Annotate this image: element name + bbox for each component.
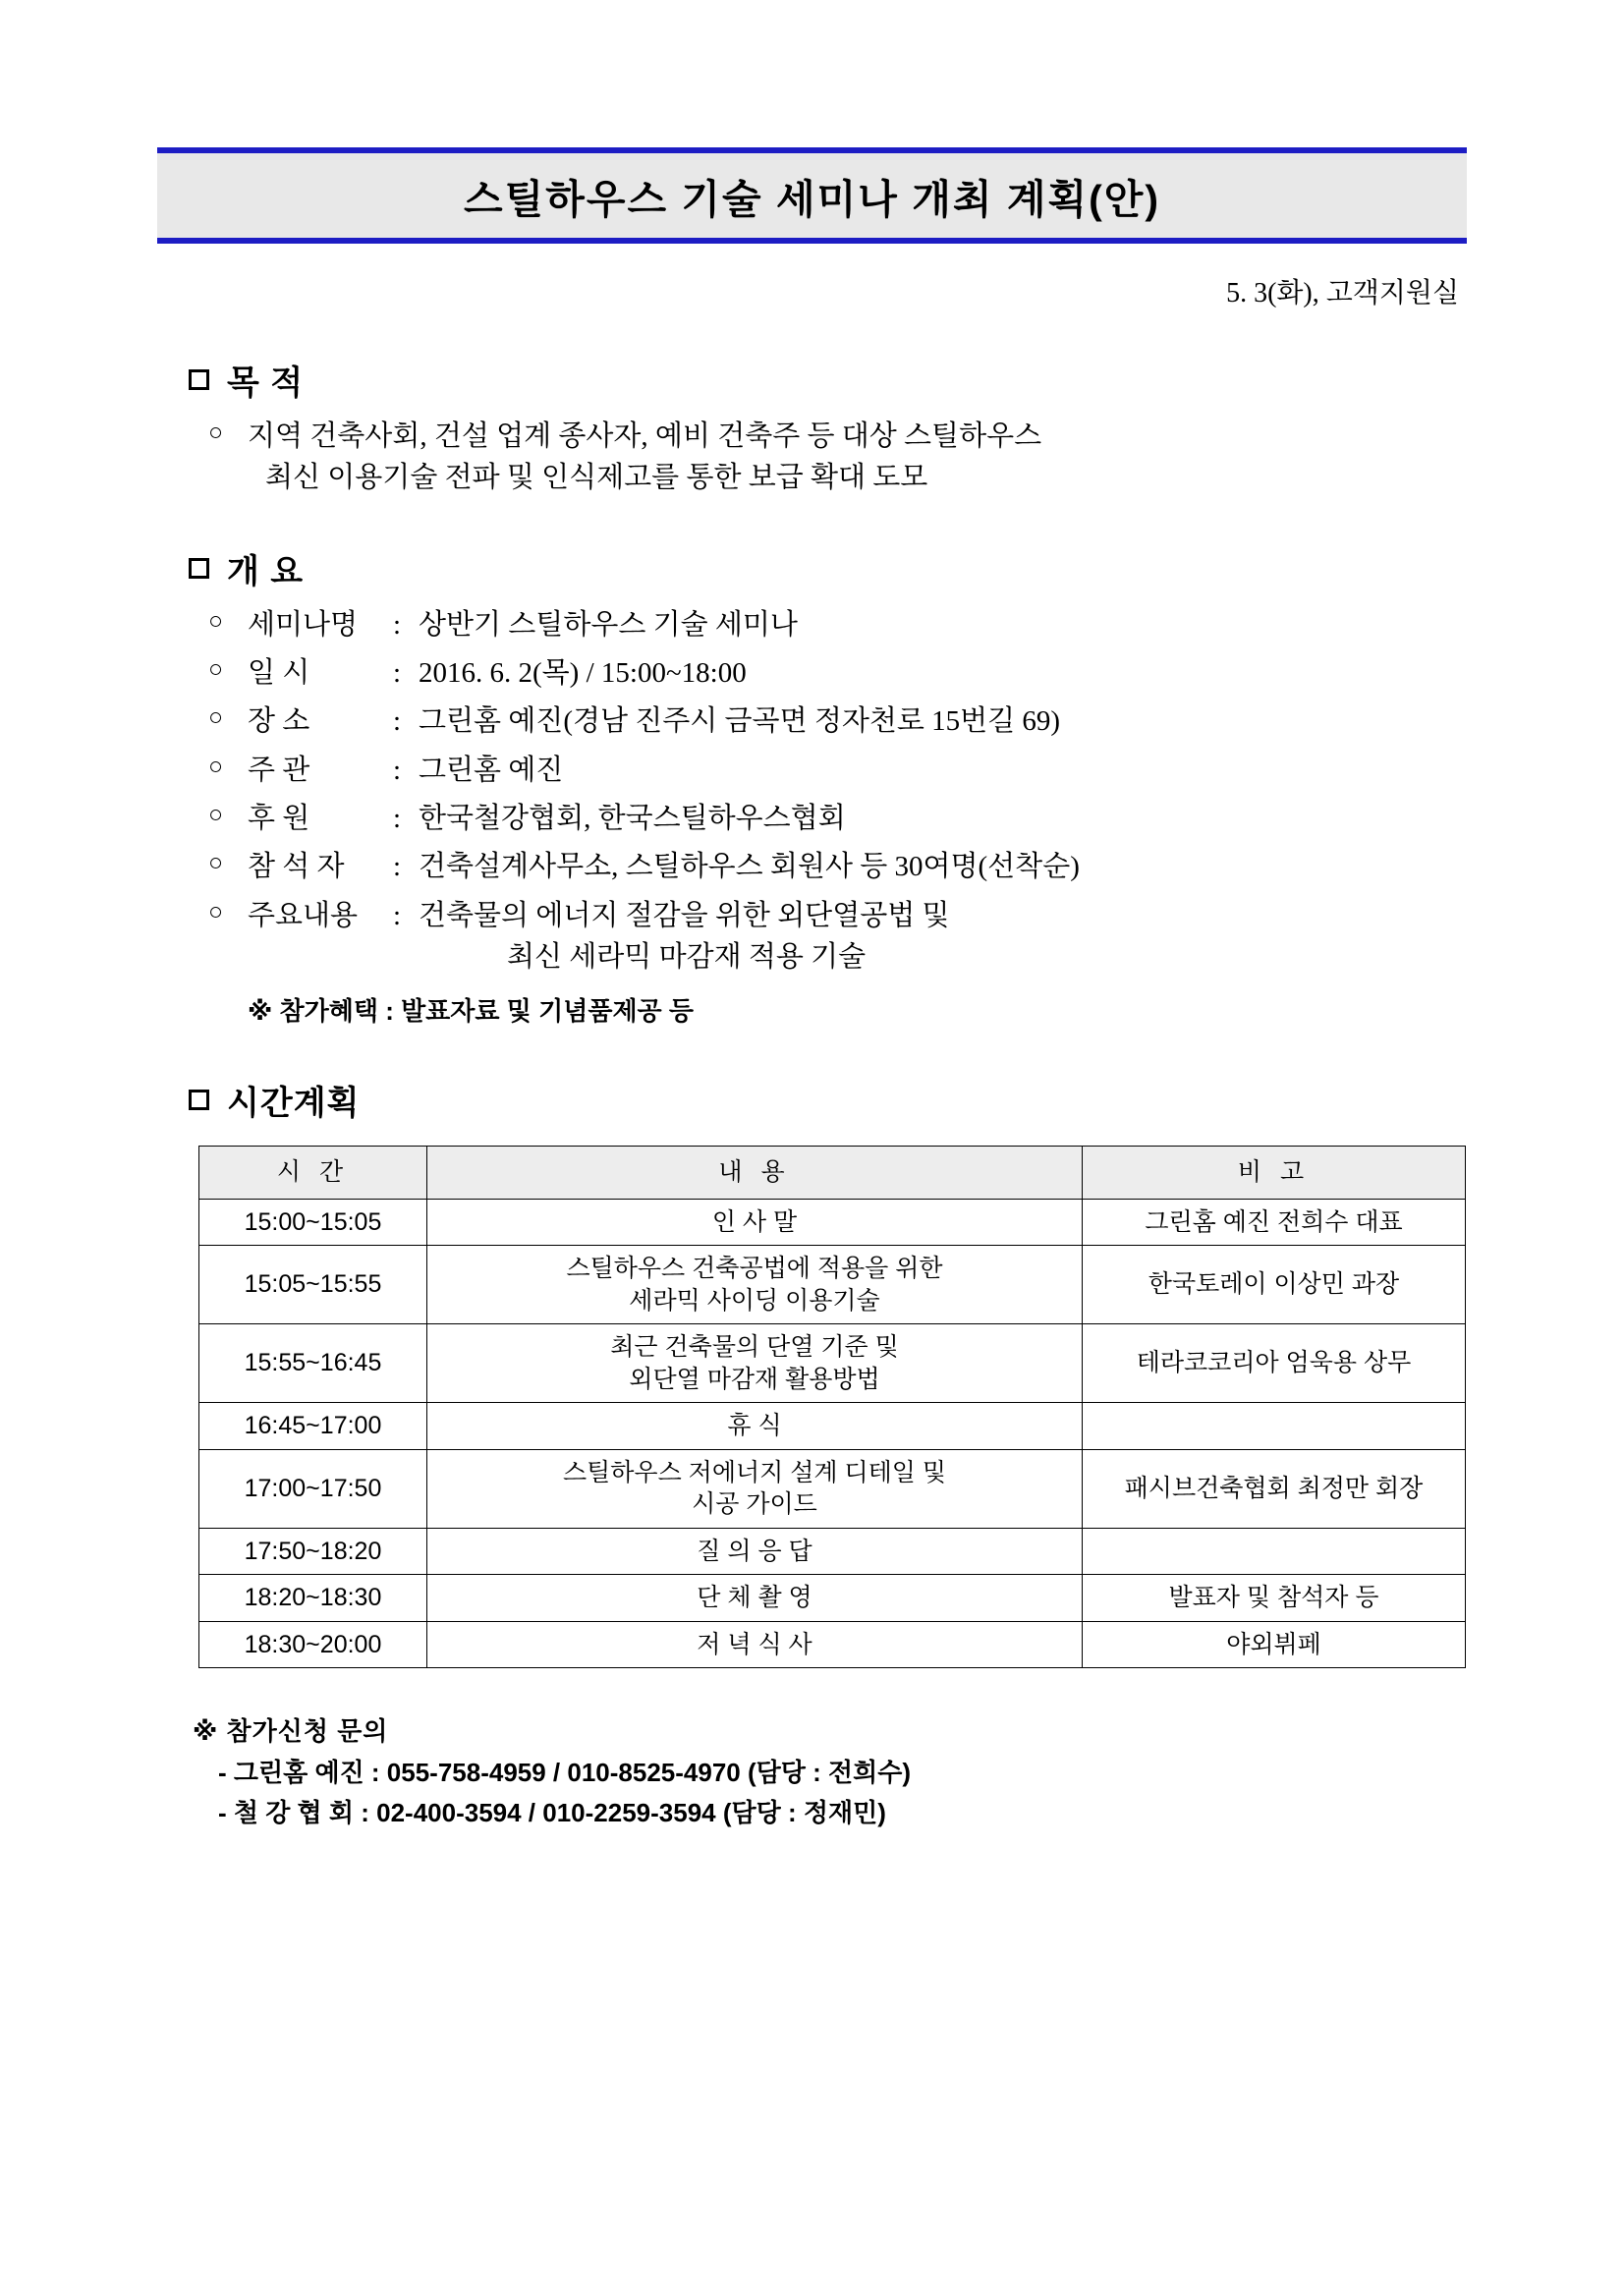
cell-remark: 야외뷔페 (1083, 1621, 1466, 1668)
cell-time: 18:20~18:30 (199, 1575, 427, 1622)
cell-content (427, 1528, 1083, 1575)
colon-separator: : (393, 705, 402, 738)
participation-benefit-note: ※ 참가혜택 : 발표자료 및 기념품제공 등 (248, 996, 695, 1027)
overview-value-6: 건축물의 에너지 절감을 위한 외단열공법 및 (419, 899, 950, 931)
cell-time: 18:30~20:00 (199, 1621, 427, 1668)
section-overview-label: 개 요 (227, 552, 305, 590)
cell-content (427, 1199, 1083, 1246)
list-item (208, 652, 1477, 694)
section-purpose-body (208, 416, 1477, 499)
table-row (199, 1528, 1466, 1575)
list-item (208, 416, 1477, 499)
colon-separator: : (393, 899, 402, 931)
list-item (208, 798, 1477, 839)
table-row (199, 1621, 1466, 1668)
schedule-table-wrapper (198, 1146, 1424, 1668)
section-purpose-label: 목 적 (227, 364, 305, 402)
cell-content-line2: 세라믹 사이딩 이용기술 (629, 1286, 880, 1315)
overview-value-1: 2016. 6. 2(목) / 15:00~18:00 (419, 656, 747, 689)
overview-value-6-continuation: 최신 세라믹 마감재 적용 기술 (507, 940, 867, 973)
square-bullet-icon (189, 1090, 209, 1110)
overview-label-3: 주 관 (248, 754, 310, 786)
list-item (208, 700, 1477, 742)
cell-content-line1: 저 녁 식 사 (697, 1630, 812, 1658)
cell-time: 15:55~16:45 (199, 1324, 427, 1403)
table-row (199, 1199, 1466, 1246)
circle-bullet-icon: ○ (208, 801, 224, 828)
overview-value-5: 건축설계사무소, 스틸하우스 회원사 등 30여명(선착순) (419, 851, 1080, 883)
colon-separator: : (393, 656, 402, 689)
section-schedule-label: 시간계획 (227, 1085, 361, 1123)
circle-bullet-icon: ○ (208, 655, 224, 683)
square-bullet-icon (189, 558, 209, 579)
column-header-content: 내 용 (427, 1147, 1083, 1200)
column-header-remark: 비 고 (1083, 1147, 1466, 1200)
list-item (208, 750, 1477, 791)
cell-time: 17:00~17:50 (199, 1449, 427, 1528)
overview-value-2: 그린홈 예진(경남 진주시 금곡면 정자천로 15번길 69) (419, 705, 1061, 738)
contact-block (193, 1711, 1477, 1834)
document-subtitle: 5. 3(화), 고객지원실 (1226, 278, 1459, 308)
document-title-banner (157, 147, 1467, 244)
cell-time: 17:50~18:20 (199, 1528, 427, 1575)
cell-remark: 한국토레이 이상민 과장 (1083, 1246, 1466, 1324)
section-overview-body (208, 604, 1477, 1032)
overview-label-5: 참 석 자 (248, 851, 345, 883)
cell-content-line2: 시공 가이드 (692, 1490, 817, 1519)
table-row (199, 1575, 1466, 1622)
overview-label-6: 주요내용 (248, 899, 359, 931)
cell-content-line2: 외단열 마감재 활용방법 (629, 1365, 880, 1393)
circle-bullet-icon: ○ (208, 898, 224, 925)
cell-content-line1: 휴 식 (727, 1412, 782, 1440)
cell-remark: 발표자 및 참석자 등 (1083, 1575, 1466, 1622)
overview-label-2: 장 소 (248, 705, 310, 738)
overview-value-4: 한국철강협회, 한국스틸하우스협회 (419, 802, 846, 834)
cell-content-line1: 스틸하우스 건축공법에 적용을 위한 (566, 1255, 943, 1283)
cell-content (427, 1403, 1083, 1450)
purpose-line-2: 최신 이용기술 전파 및 인식제고를 통한 보급 확대 도모 (265, 462, 928, 494)
cell-content-line1: 최근 건축물의 단열 기준 및 (610, 1333, 899, 1362)
colon-separator: : (393, 754, 402, 786)
overview-value-0: 상반기 스틸하우스 기술 세미나 (419, 608, 798, 641)
section-schedule (147, 1076, 1477, 1668)
page-title: 스틸하우스 기술 세미나 개최 계획(안) (464, 176, 1160, 222)
contact-line-greenhome: - 그린홈 예진 : 055-758-4959 / 010-8525-4970 (담당 : 전희수) (218, 1757, 911, 1787)
table-row (199, 1449, 1466, 1528)
cell-content-line1: 스틸하우스 저에너지 설계 디테일 및 (562, 1458, 947, 1486)
circle-bullet-icon: ○ (208, 753, 224, 780)
circle-bullet-icon: ○ (208, 607, 224, 635)
schedule-table (198, 1146, 1466, 1668)
cell-time: 16:45~17:00 (199, 1403, 427, 1450)
cell-remark: 그린홈 예진 전희수 대표 (1083, 1199, 1466, 1246)
table-row (199, 1324, 1466, 1403)
overview-label-1: 일 시 (248, 656, 310, 689)
cell-content (427, 1575, 1083, 1622)
list-item (208, 846, 1477, 887)
colon-separator: : (393, 802, 402, 834)
cell-time: 15:00~15:05 (199, 1199, 427, 1246)
cell-content-line1: 단 체 촬 영 (697, 1584, 812, 1612)
circle-bullet-icon: ○ (208, 850, 224, 877)
overview-label-4: 후 원 (248, 802, 310, 834)
cell-content-line1: 질 의 응 답 (697, 1537, 812, 1565)
cell-remark: 테라코코리아 엄욱용 상무 (1083, 1324, 1466, 1403)
column-header-time: 시 간 (199, 1147, 427, 1200)
table-row (199, 1246, 1466, 1324)
cell-content-line1: 인 사 말 (711, 1207, 798, 1236)
table-header-row (199, 1147, 1466, 1200)
purpose-line-1: 지역 건축사회, 건설 업계 종사자, 예비 건축주 등 대상 스틸하우스 (248, 420, 1042, 452)
cell-content (427, 1449, 1083, 1528)
colon-separator: : (393, 608, 402, 641)
section-purpose (147, 356, 1477, 499)
cell-time: 15:05~15:55 (199, 1246, 427, 1324)
cell-content (427, 1324, 1083, 1403)
cell-content (427, 1246, 1083, 1324)
overview-value-3: 그린홈 예진 (419, 754, 564, 786)
contact-heading: ※ 참가신청 문의 (193, 1716, 389, 1747)
section-purpose-heading (189, 356, 1477, 404)
list-item (208, 604, 1477, 645)
square-bullet-icon (189, 369, 209, 390)
list-item (208, 895, 1477, 936)
contact-line-association: - 철 강 협 회 : 02-400-3594 / 010-2259-3594 (담당 : 정재민) (218, 1798, 886, 1828)
cell-remark (1083, 1528, 1466, 1575)
section-overview-heading (189, 544, 1477, 592)
section-overview (147, 544, 1477, 1032)
colon-separator: : (393, 851, 402, 883)
section-schedule-heading (189, 1076, 1477, 1124)
table-row (199, 1403, 1466, 1450)
overview-label-0: 세미나명 (248, 608, 359, 641)
cell-remark: 패시브건축협회 최정만 회장 (1083, 1449, 1466, 1528)
cell-remark (1083, 1403, 1466, 1450)
cell-content (427, 1621, 1083, 1668)
circle-bullet-icon: ○ (208, 420, 224, 446)
circle-bullet-icon: ○ (208, 704, 224, 732)
